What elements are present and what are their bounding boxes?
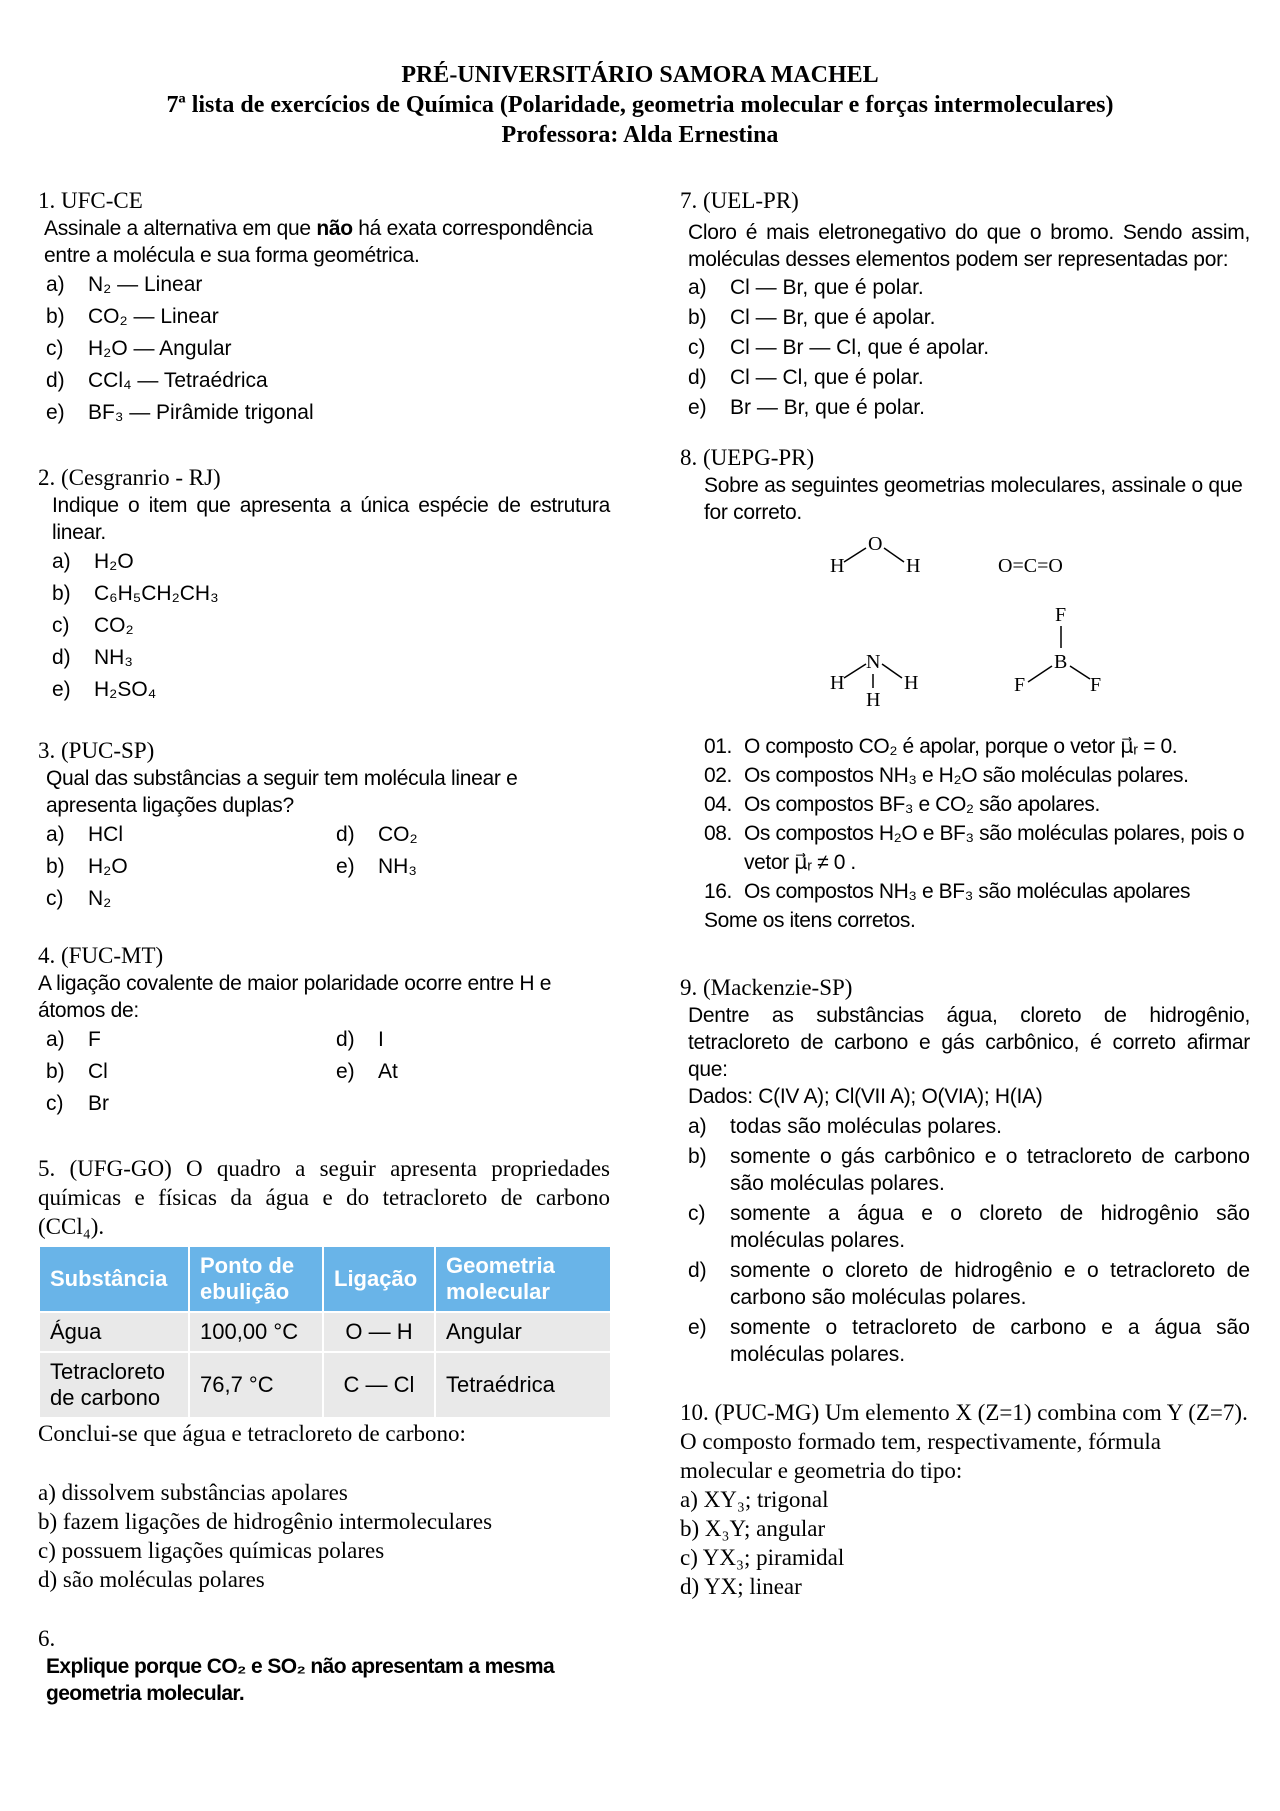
- option-letter: a): [46, 1028, 65, 1051]
- option-letter: e): [688, 396, 707, 419]
- question-2-text: Indique o item que apresenta a única espécie de estrutura linear.: [52, 494, 610, 544]
- ammonia-n: N: [866, 651, 881, 673]
- option: [328, 851, 608, 883]
- question-1: [38, 186, 610, 429]
- option-text: Cl — Br, que é apolar.: [730, 306, 936, 329]
- option: a) XY₃; trigonal: [680, 1487, 829, 1512]
- question-3-text: Qual das substâncias a seguir tem molécula linear e apresenta ligações duplas?: [46, 767, 518, 817]
- statement-text: Os compostos NH₃ e BF₃ são moléculas apolares: [744, 880, 1191, 903]
- question-9-data: Dados: C(IV A); Cl(VII A); O(VIA); H(IA): [688, 1085, 1043, 1108]
- document-header: [0, 60, 1280, 150]
- table-cell: 76,7 °C: [190, 1353, 322, 1417]
- option-text: H₂SO₄: [94, 678, 157, 701]
- option-text: CO₂ — Linear: [88, 305, 219, 328]
- option: [680, 333, 1250, 363]
- option: c) YX₃; piramidal: [680, 1545, 845, 1570]
- table-cell: 100,00 °C: [190, 1313, 322, 1351]
- table-cell: Tetraédrica: [436, 1353, 610, 1417]
- option: b) fazem ligações de hidrogênio intermoleculares: [38, 1509, 493, 1534]
- question-8: [680, 443, 1250, 935]
- option-letter: b): [46, 1060, 65, 1083]
- table-cell: Tetracloreto de carbono: [40, 1353, 188, 1417]
- option-letter: c): [46, 337, 64, 360]
- option-letter: b): [46, 305, 65, 328]
- statement-number: 01.: [704, 735, 732, 758]
- option: [44, 642, 610, 674]
- bf3-f-left: F: [1014, 674, 1026, 696]
- option: [38, 333, 610, 365]
- option-text: somente o gás carbônico e o tetracloreto de carbono são moléculas polares.: [730, 1145, 1250, 1195]
- option: [680, 1314, 1250, 1368]
- question-5-conclusion: Conclui-se que água e tetracloreto de carbono:: [38, 1421, 466, 1446]
- option-letter: b): [688, 306, 707, 329]
- option-text: I: [378, 1028, 384, 1051]
- option-letter: a): [52, 550, 71, 573]
- statement-item: [704, 819, 1250, 877]
- option: [328, 1024, 608, 1056]
- option-text: HCl: [88, 823, 123, 846]
- option-text: somente o tetracloreto de carbono e a água são moléculas polares.: [730, 1316, 1250, 1366]
- question-8-footer: Some os itens corretos.: [704, 909, 916, 932]
- question-10: [680, 1398, 1250, 1601]
- bond: [844, 664, 866, 678]
- option-letter: e): [52, 678, 71, 701]
- option-letter: c): [52, 614, 70, 637]
- table-header: Ponto de ebulição: [190, 1247, 322, 1311]
- option-letter: d): [688, 366, 707, 389]
- statement-item: [704, 790, 1250, 819]
- option-text: Cl — Br — Cl, que é apolar.: [730, 336, 990, 359]
- statement-item: [704, 877, 1250, 906]
- statement-text: Os compostos NH₃ e H₂O são moléculas polares.: [744, 764, 1189, 787]
- bf3-f-top: F: [1055, 604, 1067, 626]
- question-5-text: 5. (UFG-GO) O quadro a seguir apresenta propriedades químicas e físicas da água e do tetracloreto de carbono (CCl₄).: [38, 1156, 610, 1239]
- bf3-f-right: F: [1090, 674, 1102, 696]
- bond: [884, 548, 904, 562]
- option-text: F: [88, 1028, 101, 1051]
- properties-table: [38, 1245, 612, 1419]
- option-text: Br — Br, que é polar.: [730, 396, 925, 419]
- option-text: NH₃: [94, 646, 133, 669]
- statement-item: [704, 732, 1250, 761]
- question-4-source: 4. (FUC-MT): [38, 943, 164, 968]
- option: [38, 1056, 328, 1088]
- option: c) possuem ligações químicas polares: [38, 1538, 385, 1563]
- water-h-left: H: [830, 555, 845, 577]
- option-text: somente o cloreto de hidrogênio e o tetracloreto de carbono são moléculas polares.: [730, 1259, 1250, 1309]
- option-letter: d): [688, 1259, 707, 1282]
- statement-text: Os compostos BF₃ e CO₂ são apolares.: [744, 793, 1100, 816]
- option: [680, 363, 1250, 393]
- option: [680, 1200, 1250, 1254]
- water-o: O: [868, 533, 883, 555]
- option-letter: a): [688, 276, 707, 299]
- table-cell: Angular: [436, 1313, 610, 1351]
- option: [44, 674, 610, 706]
- option: [38, 397, 610, 429]
- table-row: [40, 1313, 610, 1351]
- option: [38, 851, 328, 883]
- question-1-emphasis: não: [316, 217, 353, 240]
- option-letter: c): [46, 1092, 64, 1115]
- option: [38, 883, 328, 915]
- question-10-text: 10. (PUC-MG) Um elemento X (Z=1) combina com Y (Z=7). O composto formado tem, respectivamente, fórmula molecular e geometria do tipo:: [680, 1400, 1248, 1483]
- statement-number: 16.: [704, 880, 732, 903]
- molecule-structures: [680, 526, 1250, 732]
- option: [680, 393, 1250, 423]
- question-2-source: 2. (Cesgranrio - RJ): [38, 465, 221, 490]
- option-letter: a): [46, 823, 65, 846]
- ammonia-h-bottom: H: [866, 689, 881, 711]
- option-text: H₂O — Angular: [88, 337, 232, 360]
- option-text: CO₂: [94, 614, 134, 637]
- option-text: H₂O: [94, 550, 134, 573]
- table-header: Substância: [40, 1247, 188, 1311]
- option: d) YX; linear: [680, 1574, 802, 1599]
- statement-text: Os compostos H₂O e BF₃ são moléculas polares, pois o vetor μ⃗ᵣ ≠ 0 .: [744, 822, 1245, 874]
- question-7: [680, 186, 1250, 423]
- option: [38, 1024, 328, 1056]
- question-8-text: Sobre as seguintes geometrias moleculares, assinale o que for correto.: [704, 474, 1243, 524]
- question-4: [38, 941, 610, 1120]
- option-text: C₆H₅CH₂CH₃: [94, 582, 219, 605]
- right-column: [680, 186, 1250, 1601]
- question-6: [38, 1624, 610, 1707]
- question-1-source: 1. UFC-CE: [38, 188, 143, 213]
- bond: [844, 548, 866, 562]
- question-8-source: 8. (UEPG-PR): [680, 445, 815, 470]
- statement-number: 08.: [704, 822, 732, 845]
- bf3-b: B: [1054, 651, 1068, 673]
- option-letter: e): [336, 1060, 355, 1083]
- option-letter: d): [336, 1028, 355, 1051]
- statement-number: 04.: [704, 793, 732, 816]
- table-header-row: [40, 1247, 610, 1311]
- option-letter: d): [46, 369, 65, 392]
- option-text: N₂: [88, 887, 112, 910]
- table-header: Geometria molecular: [436, 1247, 610, 1311]
- question-1-text-part: Assinale a alternativa em que: [44, 217, 317, 240]
- table-header: Ligação: [324, 1247, 434, 1311]
- option-letter: b): [52, 582, 71, 605]
- option-text: BF₃ — Pirâmide trigonal: [88, 401, 314, 424]
- option: [38, 1088, 328, 1120]
- statement-number: 02.: [704, 764, 732, 787]
- bond: [882, 664, 902, 678]
- option: [44, 610, 610, 642]
- option: [680, 1113, 1250, 1140]
- option: [38, 269, 610, 301]
- list-title: 7ª lista de exercícios de Química (Polaridade, geometria molecular e forças intermoleculares): [166, 92, 1114, 118]
- option: [44, 546, 610, 578]
- statement-text: O composto CO₂ é apolar, porque o vetor μ⃗ᵣ = 0.: [744, 735, 1178, 758]
- option: [328, 1056, 608, 1088]
- option-letter: b): [46, 855, 65, 878]
- left-column: [38, 186, 610, 1707]
- molecule-diagrams: [680, 526, 1250, 732]
- question-4-text: A ligação covalente de maior polaridade ocorre entre H e átomos de:: [38, 972, 552, 1022]
- option: [680, 273, 1250, 303]
- question-6-text: Explique porque CO₂ e SO₂ não apresentam a mesma geometria molecular.: [46, 1655, 555, 1705]
- question-9-source: 9. (Mackenzie-SP): [680, 975, 853, 1000]
- question-9-text: Dentre as substâncias água, cloreto de hidrogênio, tetracloreto de carbono e gás carbônico, é correto afirmar que:: [688, 1004, 1250, 1081]
- option: b) X₃Y; angular: [680, 1516, 826, 1541]
- option-letter: e): [688, 1316, 707, 1339]
- option-letter: a): [688, 1115, 707, 1138]
- table-cell: C — Cl: [324, 1353, 434, 1417]
- question-7-text: Cloro é mais eletronegativo do que o bromo. Sendo assim, moléculas desses elementos podem ser representadas por:: [688, 221, 1250, 271]
- option-letter: e): [336, 855, 355, 878]
- option-text: Cl: [88, 1060, 108, 1083]
- option-text: N₂ — Linear: [88, 273, 203, 296]
- question-7-source: 7. (UEL-PR): [680, 188, 799, 213]
- option-letter: a): [46, 273, 65, 296]
- ammonia-h-right: H: [904, 672, 919, 694]
- statement-item: [704, 761, 1250, 790]
- option-text: CCl₄ — Tetraédrica: [88, 369, 268, 392]
- option: a) dissolvem substâncias apolares: [38, 1480, 348, 1505]
- option: [680, 303, 1250, 333]
- bond: [1028, 666, 1052, 682]
- question-1-text-part: há exata correspondência entre a molécula e sua forma geométrica.: [44, 217, 593, 267]
- bond: [1070, 666, 1090, 679]
- option: [38, 301, 610, 333]
- option: [328, 819, 608, 851]
- option-letter: b): [688, 1145, 707, 1168]
- question-3: [38, 736, 610, 915]
- option: [38, 365, 610, 397]
- option-text: Br: [88, 1092, 109, 1115]
- ammonia-h-left: H: [830, 672, 845, 694]
- option: [680, 1257, 1250, 1311]
- water-h-right: H: [906, 555, 921, 577]
- option-letter: e): [46, 401, 65, 424]
- option-letter: d): [336, 823, 355, 846]
- option: [38, 819, 328, 851]
- option-text: Cl — Br, que é polar.: [730, 276, 924, 299]
- option-letter: c): [688, 336, 706, 359]
- option-letter: c): [688, 1202, 706, 1225]
- table-row: [40, 1353, 610, 1417]
- option-text: At: [378, 1060, 398, 1083]
- option-text: somente a água e o cloreto de hidrogênio são moléculas polares.: [730, 1202, 1250, 1252]
- option: [44, 578, 610, 610]
- question-2: [38, 463, 610, 706]
- option-letter: d): [52, 646, 71, 669]
- question-6-number: 6.: [38, 1626, 56, 1651]
- option-text: NH₃: [378, 855, 417, 878]
- option: [680, 1143, 1250, 1197]
- option: d) são moléculas polares: [38, 1567, 265, 1592]
- option-text: Cl — Cl, que é polar.: [730, 366, 924, 389]
- institution-title: PRÉ-UNIVERSITÁRIO SAMORA MACHEL: [401, 62, 879, 88]
- question-3-source: 3. (PUC-SP): [38, 738, 155, 763]
- table-cell: Água: [40, 1313, 188, 1351]
- option-text: todas são moléculas polares.: [730, 1115, 1002, 1138]
- question-9: [680, 973, 1250, 1368]
- option-text: H₂O: [88, 855, 128, 878]
- option-letter: c): [46, 887, 64, 910]
- option-text: CO₂: [378, 823, 418, 846]
- question-5: [38, 1154, 610, 1594]
- co2-structure: O=C=O: [998, 555, 1063, 577]
- table-cell: O — H: [324, 1313, 434, 1351]
- teacher-name: Professora: Alda Ernestina: [501, 122, 779, 148]
- question-1-text: [38, 215, 610, 269]
